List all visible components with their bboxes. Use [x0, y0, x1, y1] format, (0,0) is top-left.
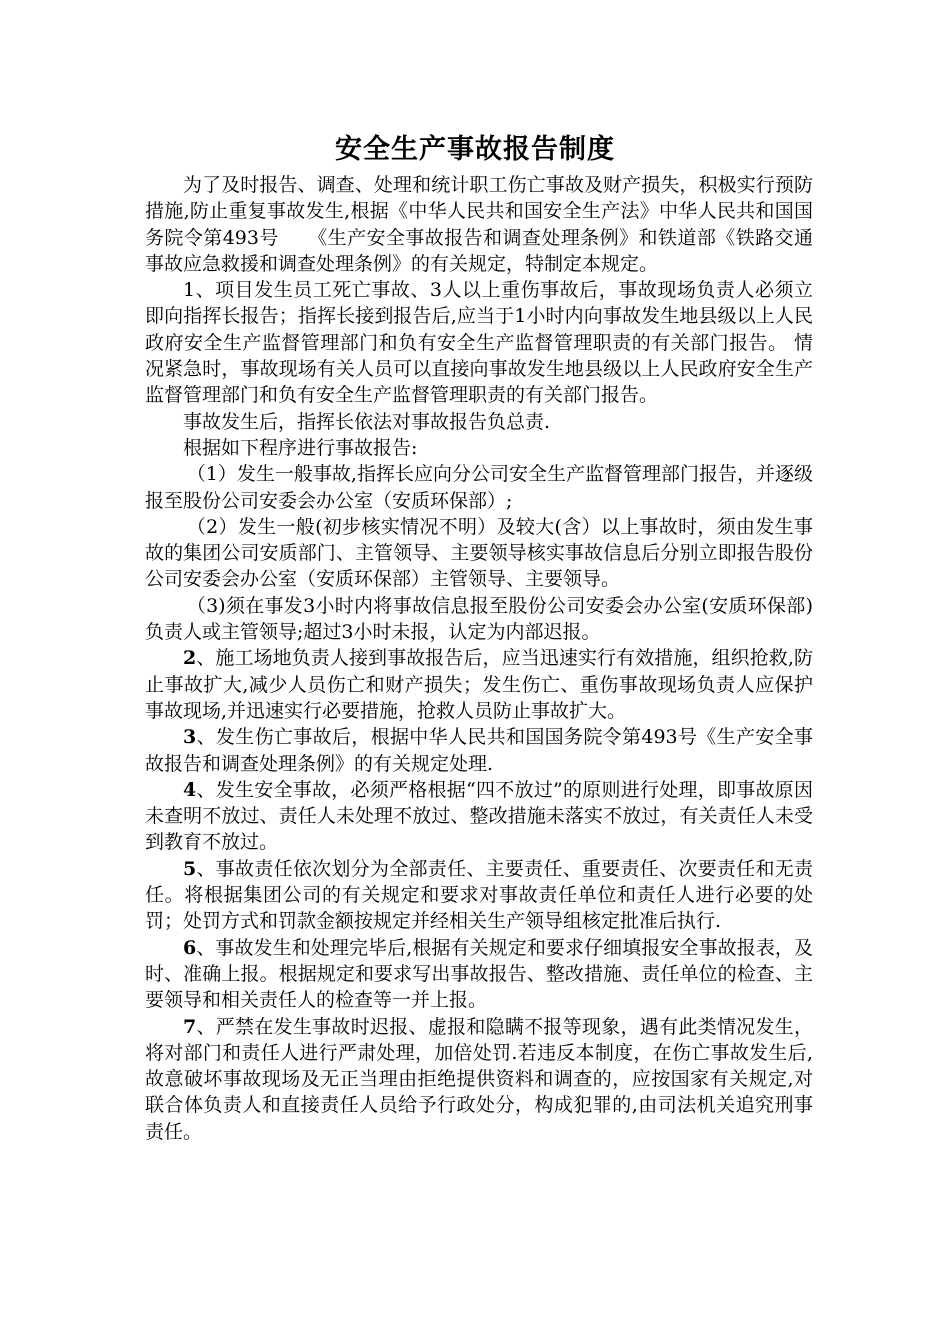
- paragraph-text: 根据如下程序进行事故报告:: [183, 436, 418, 459]
- item-number: 3: [183, 726, 197, 749]
- paragraph-item-5: [145, 856, 813, 935]
- paragraph-item-6: [145, 935, 813, 1014]
- item-number: 7: [183, 1015, 197, 1038]
- paragraph-item-7: [145, 1014, 813, 1145]
- paragraph-text: 事故发生后，指挥长依法对事故报告负总责.: [183, 410, 551, 433]
- document-title: 安全生产事故报告制度: [335, 134, 615, 165]
- paragraph-text: （1）发生一般事故,指挥长应向分公司安全生产监督管理部门报告，并逐级报至股份公司安委会办公室（安质环保部）;: [145, 463, 813, 512]
- paragraph-responsibility: [145, 409, 813, 435]
- paragraph-item-3: [145, 724, 813, 777]
- item-number: 5: [183, 857, 197, 880]
- paragraph-text: 、严禁在发生事故时迟报、虚报和隐瞒不报等现象，遇有此类情况发生，将对部门和责任人进行严肃处理，加倍处罚.若违反本制度，在伤亡事故发生后,故意破坏事故现场及无正当理由拒绝提供资料和调查的，应按国家有关规定,对联合体负责人和直接责任人员给予行政处分，构成犯罪的,由司法机关追究刑事责任。: [145, 1015, 813, 1143]
- item-number: 6: [183, 936, 197, 959]
- paragraph-intro: [145, 172, 813, 277]
- paragraph-text: 、发生安全事故，必须严格根据“四不放过”的原则进行处理，即事故原因未查明不放过、责任人未处理不放过、整改措施未落实不放过，有关责任人未受到教育不放过。: [145, 778, 813, 854]
- paragraph-text: 为了及时报告、调查、处理和统计职工伤亡事故及财产损失，积极实行预防措施,防止重复事故发生,根据《中华人民共和国安全生产法》中华人民共和国国务院令第493号 《生产安全事故报告和调查处理条例》和铁道部《铁路交通事故应急救援和调查处理条例》的有关规定，特制定本规定。: [145, 174, 813, 275]
- paragraph-text: （2）发生一般(初步核实情况不明）及较大(含）以上事故时，须由发生事故的集团公司安质部门、主管领导、主要领导核实事故信息后分别立即报告股份公司安委会办公室（安质环保部）主管领导、主要领导。: [145, 515, 813, 591]
- paragraph-text: （3)须在事发3小时内将事故信息报至股份公司安委会办公室(安质环保部)负责人或主管领导;超过3小时未报，认定为内部迟报。: [145, 594, 813, 644]
- paragraph-text: 1、项目发生员工死亡事故、3人以上重伤事故后，事故现场负责人必须立即向指挥长报告；指挥长接到报告后,应当于1小时内向事故发生地县级以上人民政府安全生产监督管理部门和负有安全生产监督管理职责的有关部门报告。 情况紧急时，事故现场有关人员可以直接向事故发生地县级以上人民政府安全生产监督管理部门和负有安全生产监督管理职责的有关部门报告。: [145, 279, 813, 407]
- paragraph-sub-3: [145, 593, 813, 646]
- item-number: 2: [183, 647, 197, 670]
- paragraph-procedure: [145, 435, 813, 461]
- document-body: [145, 172, 813, 1145]
- paragraph-text: 、事故责任依次划分为全部责任、主要责任、重要责任、次要责任和无责任。将根据集团公司的有关规定和要求对事故责任单位和责任人进行必要的处罚；处罚方式和罚款金额按规定并经相关生产领导组核定批准后执行.: [145, 857, 813, 933]
- paragraph-text: 、施工场地负责人接到事故报告后，应当迅速实行有效措施，组织抢救,防止事故扩大,减少人员伤亡和财产损失；发生伤亡、重伤事故现场负责人应保护事故现场,并迅速实行必要措施，抢救人员防止事故扩大。: [145, 647, 813, 722]
- paragraph-item-2: [145, 645, 813, 724]
- paragraph-text: 、事故发生和处理完毕后,根据有关规定和要求仔细填报安全事故报表，及时、准确上报。根据规定和要求写出事故报告、整改措施、责任单位的检查、主要领导和相关责任人的检查等一并上报。: [145, 936, 813, 1012]
- paragraph-item-1: [145, 277, 813, 408]
- paragraph-sub-2: [145, 514, 813, 593]
- paragraph-sub-1: [145, 461, 813, 514]
- paragraph-item-4: [145, 777, 813, 856]
- item-number: 4: [183, 778, 197, 801]
- paragraph-text: 、发生伤亡事故后，根据中华人民共和国国务院令第493号《生产安全事故报告和调查处理条例》的有关规定处理.: [145, 726, 813, 775]
